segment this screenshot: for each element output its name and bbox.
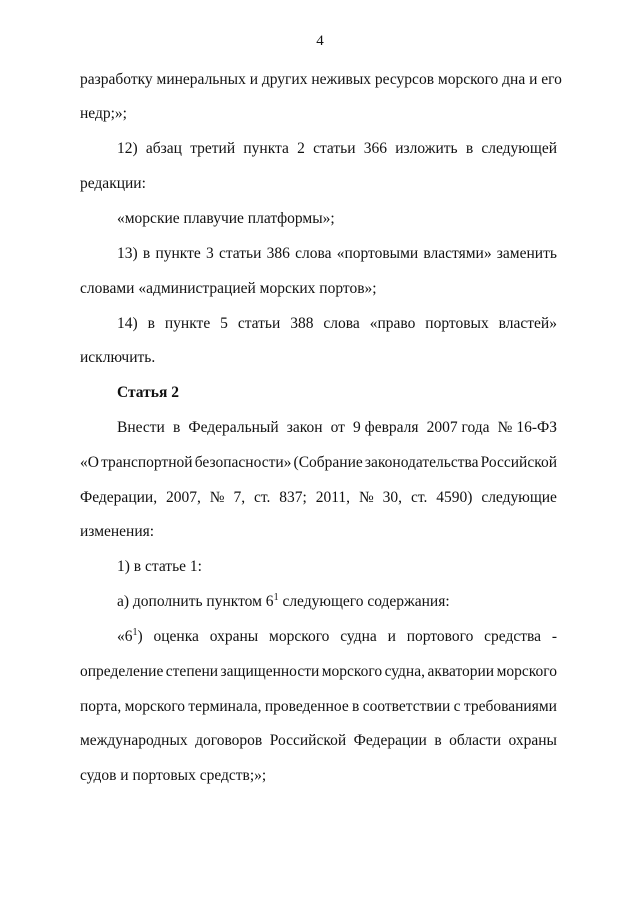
word: 4590) [436, 489, 473, 506]
word: (Собрание [293, 454, 363, 471]
word: 2007, [165, 489, 201, 506]
p1-line-1: разработку минеральных и других неживых ресурсов морского дна и его [80, 71, 562, 88]
word: статьи [313, 140, 356, 157]
article2-line-2 [80, 453, 557, 473]
word: 366 [363, 140, 388, 157]
word: «портовыми [336, 245, 419, 262]
article2-line-1 [117, 418, 557, 438]
item14-line-1 [117, 314, 557, 334]
word: требованиями [463, 698, 557, 715]
word: пункта [243, 140, 289, 157]
word: 386 [266, 245, 290, 262]
word: портовых [425, 315, 489, 332]
word: законодательства [364, 454, 479, 471]
word: Внести [117, 419, 165, 436]
word: 30, [382, 489, 403, 506]
word: терминала, [188, 698, 262, 715]
item14-line-2: исключить. [80, 349, 156, 366]
word: степени [165, 663, 219, 680]
item12-line-1 [117, 139, 557, 159]
word: морского [269, 628, 330, 645]
word: средства [484, 628, 541, 645]
word: 9 февраля [353, 419, 419, 436]
word: охраны [508, 732, 557, 749]
word: абзац [145, 140, 182, 157]
word: морского [124, 698, 186, 715]
def-line-3 [80, 697, 557, 717]
word: 2 [297, 140, 305, 157]
word: проведенное [264, 698, 349, 715]
word: Федерации [353, 732, 427, 749]
word: международных [80, 732, 188, 749]
word: защищенности [220, 663, 320, 680]
word: охраны [209, 628, 259, 645]
item13-line-2: словами «администрацией морских портов»; [80, 280, 377, 297]
word: договоров [195, 732, 263, 749]
word: области [449, 732, 501, 749]
article2-heading: Статья 2 [117, 384, 179, 401]
word: оценка [153, 628, 199, 645]
word: третий [190, 140, 236, 157]
word: пункте [155, 245, 201, 262]
word: ст. [254, 489, 271, 506]
def-term: «$6^1$) [117, 626, 143, 645]
word: транспортной [101, 454, 193, 471]
word: заменить [496, 245, 557, 262]
word: 3 [205, 245, 214, 262]
item13-line-1 [117, 244, 557, 264]
word: в [147, 315, 155, 332]
word: в [142, 245, 151, 262]
item-a-line [117, 592, 450, 612]
def-line-4 [80, 731, 557, 751]
word: безопасности» [194, 454, 292, 471]
word: соответствии [362, 698, 451, 715]
word: морского [496, 663, 557, 680]
word: закон [286, 419, 323, 436]
article2-line-4: изменения: [80, 523, 155, 540]
item-a-before: а) дополнить пунктом 6 [117, 593, 274, 610]
item-a-after: следующего содержания: [278, 593, 450, 610]
item1-line: 1) в статье 1: [117, 558, 202, 575]
def-line-2 [80, 662, 557, 682]
word: определение [80, 663, 164, 680]
word: судна, [384, 663, 425, 680]
word: 2011, [315, 489, 351, 506]
word: 837; [279, 489, 307, 506]
word: 5 [220, 315, 228, 332]
def-superscript: 1 [132, 626, 138, 638]
word: № [358, 489, 374, 506]
word: порта, [80, 698, 122, 715]
word: № 16-ФЗ [497, 419, 557, 436]
word: следующей [481, 140, 557, 157]
word: в [465, 140, 474, 157]
quote-platforms: «морские плавучие платформы»; [117, 210, 335, 227]
p1-line-2: недр;»; [80, 105, 127, 122]
word: слова [323, 315, 360, 332]
word: властями» [423, 245, 492, 262]
article2-line-3 [80, 488, 557, 508]
word: в [434, 732, 442, 749]
word: статьи [218, 245, 262, 262]
word: 13) [117, 245, 138, 262]
word: властей» [498, 315, 557, 332]
word: 12) [117, 140, 138, 157]
word: статьи [237, 315, 281, 332]
page-number: 4 [316, 33, 324, 49]
word: слова [295, 245, 332, 262]
word: «О [80, 454, 99, 471]
word: в [352, 698, 360, 715]
word: Российской [269, 732, 347, 749]
word: Российской [480, 454, 557, 471]
word: морского [321, 663, 383, 680]
item-a-superscript: 1 [273, 591, 279, 603]
word: пункте [164, 315, 211, 332]
word: 14) [117, 315, 138, 332]
word: портового [406, 628, 474, 645]
word: - [551, 628, 557, 645]
word: судна [340, 628, 377, 645]
word: акватории [427, 663, 495, 680]
word: 7, [233, 489, 246, 506]
word: Федеральный [188, 419, 279, 436]
word: 2007 года [426, 419, 490, 436]
word: «право [369, 315, 416, 332]
word: от [330, 419, 345, 436]
word: следующие [481, 489, 557, 506]
def-line-5: судов и портовых средств;»; [80, 767, 267, 784]
word: 388 [290, 315, 314, 332]
word: с [453, 698, 461, 715]
word: № [209, 489, 225, 506]
item12-line-2: редакции: [80, 175, 146, 192]
word: изложить [395, 140, 458, 157]
word: в [172, 419, 181, 436]
word: ст. [410, 489, 428, 506]
word: и [387, 628, 396, 645]
def-line-1 [117, 627, 557, 647]
word: Федерации, [80, 489, 158, 506]
